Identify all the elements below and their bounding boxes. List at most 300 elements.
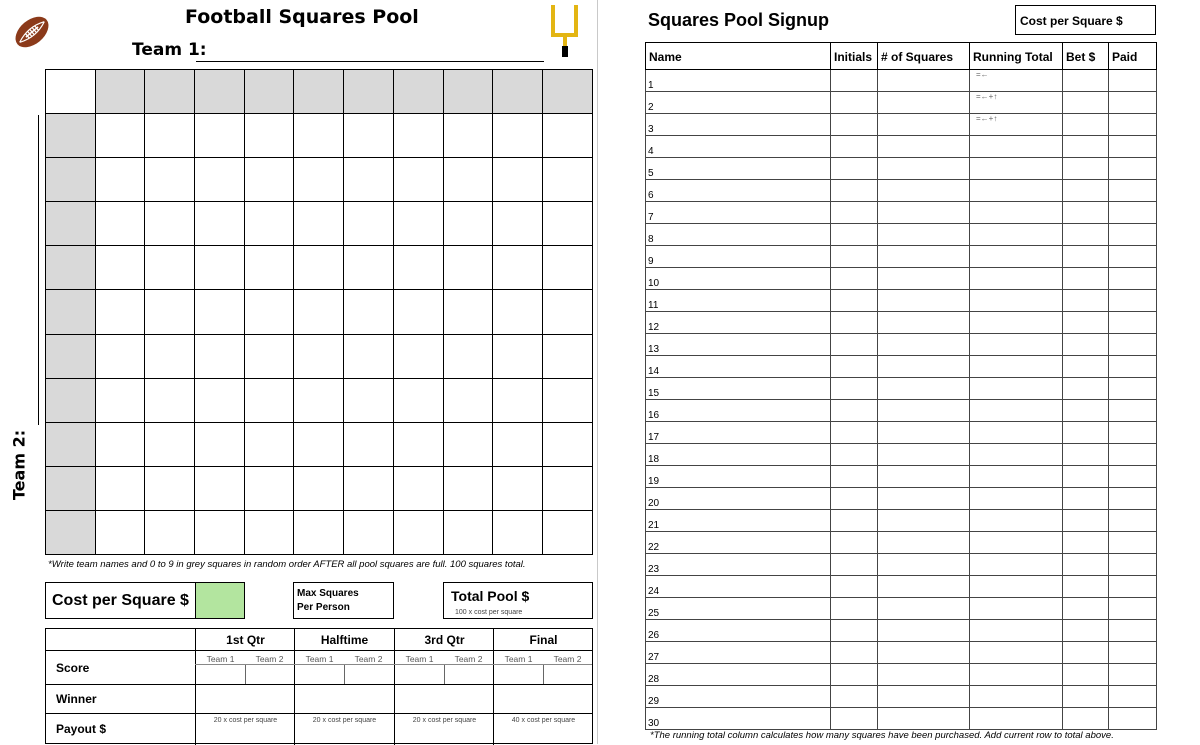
pool-square[interactable] bbox=[245, 511, 295, 555]
pool-square[interactable] bbox=[294, 290, 344, 334]
input-cell[interactable] bbox=[878, 466, 970, 488]
pool-square[interactable] bbox=[444, 158, 494, 202]
pool-square[interactable] bbox=[294, 158, 344, 202]
team2-digit-cell[interactable] bbox=[46, 246, 96, 290]
team2-digit-cell[interactable] bbox=[46, 335, 96, 379]
pool-square[interactable] bbox=[96, 335, 146, 379]
cost-per-square-input[interactable] bbox=[195, 582, 245, 619]
pool-square[interactable] bbox=[245, 246, 295, 290]
input-cell[interactable] bbox=[878, 312, 970, 334]
pool-square[interactable] bbox=[344, 246, 394, 290]
input-cell[interactable] bbox=[1109, 642, 1157, 664]
name-cell[interactable]: 1 bbox=[646, 70, 831, 92]
input-cell[interactable] bbox=[1063, 664, 1109, 686]
pool-square[interactable] bbox=[294, 202, 344, 246]
pool-square[interactable] bbox=[195, 467, 245, 511]
pool-square[interactable] bbox=[394, 423, 444, 467]
pool-square[interactable] bbox=[245, 158, 295, 202]
signup-cost-per-square-box[interactable] bbox=[1015, 5, 1156, 35]
input-cell[interactable] bbox=[1063, 224, 1109, 246]
input-cell[interactable] bbox=[878, 70, 970, 92]
payout-table bbox=[45, 628, 593, 744]
team2-digit-cell[interactable] bbox=[46, 423, 96, 467]
input-cell[interactable] bbox=[878, 378, 970, 400]
name-cell[interactable]: 11 bbox=[646, 290, 831, 312]
payout-note: 20 x cost per square bbox=[213, 717, 278, 724]
input-cell[interactable] bbox=[831, 290, 878, 312]
input-cell[interactable] bbox=[1063, 576, 1109, 598]
input-cell[interactable] bbox=[1063, 686, 1109, 708]
pool-square[interactable] bbox=[493, 114, 543, 158]
pool-square[interactable] bbox=[195, 246, 245, 290]
input-cell[interactable] bbox=[878, 510, 970, 532]
input-cell[interactable] bbox=[831, 664, 878, 686]
input-cell[interactable] bbox=[1063, 532, 1109, 554]
pool-square[interactable] bbox=[96, 114, 146, 158]
team1-digit-cell[interactable] bbox=[344, 70, 394, 114]
name-cell[interactable]: 6 bbox=[646, 180, 831, 202]
pool-square[interactable] bbox=[245, 423, 295, 467]
team1-digit-cell[interactable] bbox=[145, 70, 195, 114]
input-cell[interactable] bbox=[1063, 466, 1109, 488]
pool-square[interactable] bbox=[493, 290, 543, 334]
name-cell[interactable]: 29 bbox=[646, 686, 831, 708]
input-cell[interactable] bbox=[878, 356, 970, 378]
input-cell[interactable] bbox=[1063, 70, 1109, 92]
input-cell[interactable] bbox=[831, 466, 878, 488]
input-cell[interactable] bbox=[1063, 642, 1109, 664]
pool-square[interactable] bbox=[344, 335, 394, 379]
team2-digit-cell[interactable] bbox=[46, 379, 96, 423]
input-cell[interactable] bbox=[1109, 312, 1157, 334]
input-cell[interactable] bbox=[1109, 334, 1157, 356]
pool-square[interactable] bbox=[344, 511, 394, 555]
name-cell[interactable]: 5 bbox=[646, 158, 831, 180]
team1-digit-cell[interactable] bbox=[493, 70, 543, 114]
name-cell[interactable]: 4 bbox=[646, 136, 831, 158]
pool-square[interactable] bbox=[444, 114, 494, 158]
pool-square[interactable] bbox=[245, 202, 295, 246]
team1-name-line[interactable] bbox=[196, 61, 544, 62]
pool-square[interactable] bbox=[394, 379, 444, 423]
input-cell[interactable] bbox=[878, 268, 970, 290]
pool-square[interactable] bbox=[344, 423, 394, 467]
team1-col: Team 1 bbox=[504, 654, 533, 664]
pool-square[interactable] bbox=[96, 379, 146, 423]
input-cell[interactable] bbox=[831, 312, 878, 334]
running-total-cell bbox=[970, 686, 1063, 708]
pool-square[interactable] bbox=[543, 114, 593, 158]
input-cell[interactable] bbox=[831, 554, 878, 576]
input-cell[interactable] bbox=[831, 598, 878, 620]
team2-col: Team 2 bbox=[354, 654, 383, 664]
input-cell[interactable] bbox=[831, 92, 878, 114]
running-total-cell bbox=[970, 334, 1063, 356]
pool-square[interactable] bbox=[344, 158, 394, 202]
pool-square[interactable] bbox=[145, 423, 195, 467]
input-cell[interactable] bbox=[1109, 202, 1157, 224]
team1-col: Team 1 bbox=[405, 654, 434, 664]
pool-square[interactable] bbox=[245, 335, 295, 379]
team2-digit-cell[interactable] bbox=[46, 158, 96, 202]
pool-square[interactable] bbox=[195, 202, 245, 246]
pool-square[interactable] bbox=[344, 467, 394, 511]
input-cell[interactable] bbox=[878, 620, 970, 642]
name-cell[interactable]: 19 bbox=[646, 466, 831, 488]
pool-square[interactable] bbox=[394, 246, 444, 290]
input-cell[interactable] bbox=[1063, 312, 1109, 334]
input-cell[interactable] bbox=[1063, 158, 1109, 180]
input-cell[interactable] bbox=[878, 686, 970, 708]
name-cell[interactable]: 23 bbox=[646, 554, 831, 576]
pool-square[interactable] bbox=[245, 290, 295, 334]
name-cell[interactable]: 13 bbox=[646, 334, 831, 356]
input-cell[interactable] bbox=[831, 356, 878, 378]
input-cell[interactable] bbox=[878, 532, 970, 554]
pool-square[interactable] bbox=[493, 335, 543, 379]
name-cell[interactable]: 28 bbox=[646, 664, 831, 686]
name-cell[interactable]: 12 bbox=[646, 312, 831, 334]
pool-square[interactable] bbox=[344, 290, 394, 334]
table-row bbox=[646, 202, 1157, 224]
pool-square[interactable] bbox=[96, 246, 146, 290]
input-cell[interactable] bbox=[1109, 620, 1157, 642]
pool-square[interactable] bbox=[96, 511, 146, 555]
team1-digit-cell[interactable] bbox=[444, 70, 494, 114]
pool-square[interactable] bbox=[145, 467, 195, 511]
pool-square[interactable] bbox=[96, 467, 146, 511]
pool-square[interactable] bbox=[444, 423, 494, 467]
pool-square[interactable] bbox=[444, 290, 494, 334]
input-cell[interactable] bbox=[1063, 598, 1109, 620]
pool-square[interactable] bbox=[294, 335, 344, 379]
input-cell[interactable] bbox=[1109, 290, 1157, 312]
input-cell[interactable] bbox=[1063, 510, 1109, 532]
pool-square[interactable] bbox=[145, 335, 195, 379]
input-cell[interactable] bbox=[831, 378, 878, 400]
pool-square[interactable] bbox=[96, 290, 146, 334]
name-cell[interactable]: 3 bbox=[646, 114, 831, 136]
input-cell[interactable] bbox=[831, 202, 878, 224]
input-cell[interactable] bbox=[831, 400, 878, 422]
input-cell[interactable] bbox=[1109, 598, 1157, 620]
input-cell[interactable] bbox=[831, 114, 878, 136]
input-cell[interactable] bbox=[1063, 334, 1109, 356]
team2-digit-cell[interactable] bbox=[46, 467, 96, 511]
input-cell[interactable] bbox=[831, 642, 878, 664]
input-cell[interactable] bbox=[878, 576, 970, 598]
input-cell[interactable] bbox=[831, 224, 878, 246]
team1-digit-cell[interactable] bbox=[394, 70, 444, 114]
pool-square[interactable] bbox=[543, 467, 593, 511]
pool-square[interactable] bbox=[195, 114, 245, 158]
input-cell[interactable] bbox=[878, 708, 970, 730]
input-cell[interactable] bbox=[1109, 114, 1157, 136]
input-cell[interactable] bbox=[831, 268, 878, 290]
pool-square[interactable] bbox=[245, 114, 295, 158]
input-cell[interactable] bbox=[831, 532, 878, 554]
input-cell[interactable] bbox=[878, 488, 970, 510]
input-cell[interactable] bbox=[1063, 444, 1109, 466]
pool-square[interactable] bbox=[195, 379, 245, 423]
input-cell[interactable] bbox=[1109, 686, 1157, 708]
name-cell[interactable]: 18 bbox=[646, 444, 831, 466]
pool-square[interactable] bbox=[195, 158, 245, 202]
pool-square[interactable] bbox=[195, 335, 245, 379]
pool-square[interactable] bbox=[543, 158, 593, 202]
input-cell[interactable] bbox=[878, 136, 970, 158]
pool-square[interactable] bbox=[96, 423, 146, 467]
input-cell[interactable] bbox=[1063, 422, 1109, 444]
pool-square[interactable] bbox=[543, 379, 593, 423]
input-cell[interactable] bbox=[831, 488, 878, 510]
team1-digit-cell[interactable] bbox=[245, 70, 295, 114]
pool-square[interactable] bbox=[394, 290, 444, 334]
input-cell[interactable] bbox=[831, 576, 878, 598]
input-cell[interactable] bbox=[1063, 620, 1109, 642]
input-cell[interactable] bbox=[831, 334, 878, 356]
running-total-cell bbox=[970, 444, 1063, 466]
pool-square[interactable] bbox=[145, 202, 195, 246]
pool-square[interactable] bbox=[394, 158, 444, 202]
pool-square[interactable] bbox=[344, 114, 394, 158]
pool-square[interactable] bbox=[394, 335, 444, 379]
pool-square[interactable] bbox=[294, 114, 344, 158]
team2-name-line[interactable] bbox=[38, 115, 39, 425]
input-cell[interactable] bbox=[1109, 136, 1157, 158]
input-cell[interactable] bbox=[1109, 708, 1157, 730]
input-cell[interactable] bbox=[878, 246, 970, 268]
name-cell[interactable]: 22 bbox=[646, 532, 831, 554]
input-cell[interactable] bbox=[878, 598, 970, 620]
team1-digit-cell[interactable] bbox=[294, 70, 344, 114]
name-cell[interactable]: 17 bbox=[646, 422, 831, 444]
input-cell[interactable] bbox=[878, 334, 970, 356]
pool-square[interactable] bbox=[444, 246, 494, 290]
input-cell[interactable] bbox=[1063, 378, 1109, 400]
input-cell[interactable] bbox=[878, 202, 970, 224]
input-cell[interactable] bbox=[878, 422, 970, 444]
input-cell[interactable] bbox=[1109, 158, 1157, 180]
team2-digit-cell[interactable] bbox=[46, 290, 96, 334]
input-cell[interactable] bbox=[1109, 246, 1157, 268]
team1-digit-cell[interactable] bbox=[543, 70, 593, 114]
input-cell[interactable] bbox=[878, 158, 970, 180]
input-cell[interactable] bbox=[1063, 136, 1109, 158]
pool-square[interactable] bbox=[394, 467, 444, 511]
pool-square[interactable] bbox=[394, 511, 444, 555]
header-1st-qtr: 1st Qtr bbox=[226, 633, 265, 647]
pool-square[interactable] bbox=[145, 246, 195, 290]
input-cell[interactable] bbox=[878, 400, 970, 422]
team1-digit-cell[interactable] bbox=[195, 70, 245, 114]
input-cell[interactable] bbox=[878, 92, 970, 114]
pool-square[interactable] bbox=[394, 202, 444, 246]
name-cell[interactable]: 27 bbox=[646, 642, 831, 664]
running-total-cell bbox=[970, 268, 1063, 290]
table-row bbox=[646, 158, 1157, 180]
input-cell[interactable] bbox=[831, 686, 878, 708]
input-cell[interactable] bbox=[1109, 180, 1157, 202]
header-3rd-qtr: 3rd Qtr bbox=[424, 633, 465, 647]
input-cell[interactable] bbox=[1109, 70, 1157, 92]
input-cell[interactable] bbox=[878, 554, 970, 576]
pool-square[interactable] bbox=[543, 202, 593, 246]
pool-square[interactable] bbox=[294, 246, 344, 290]
input-cell[interactable] bbox=[1063, 554, 1109, 576]
row-payout: Payout $ bbox=[56, 722, 107, 736]
input-cell[interactable] bbox=[1109, 224, 1157, 246]
pool-square[interactable] bbox=[493, 379, 543, 423]
pool-square[interactable] bbox=[145, 290, 195, 334]
pool-square[interactable] bbox=[493, 158, 543, 202]
football-icon bbox=[12, 12, 52, 52]
pool-square[interactable] bbox=[195, 290, 245, 334]
input-cell[interactable] bbox=[1109, 356, 1157, 378]
name-cell[interactable]: 20 bbox=[646, 488, 831, 510]
name-cell[interactable]: 25 bbox=[646, 598, 831, 620]
table-row bbox=[646, 598, 1157, 620]
input-cell[interactable] bbox=[1109, 532, 1157, 554]
pool-square[interactable] bbox=[294, 511, 344, 555]
running-total-cell: =←+↑ bbox=[970, 92, 1063, 114]
pool-square[interactable] bbox=[493, 246, 543, 290]
input-cell[interactable] bbox=[1063, 180, 1109, 202]
input-cell[interactable] bbox=[1109, 510, 1157, 532]
name-cell[interactable]: 15 bbox=[646, 378, 831, 400]
team1-digit-cell[interactable] bbox=[96, 70, 146, 114]
input-cell[interactable] bbox=[878, 444, 970, 466]
input-cell[interactable] bbox=[1109, 576, 1157, 598]
team2-digit-cell[interactable] bbox=[46, 114, 96, 158]
input-cell[interactable] bbox=[1063, 400, 1109, 422]
pool-square[interactable] bbox=[394, 114, 444, 158]
pool-square[interactable] bbox=[294, 379, 344, 423]
input-cell[interactable] bbox=[1063, 268, 1109, 290]
header-halftime: Halftime bbox=[320, 633, 369, 647]
input-cell[interactable] bbox=[878, 224, 970, 246]
input-cell[interactable] bbox=[1109, 378, 1157, 400]
name-cell[interactable]: 30 bbox=[646, 708, 831, 730]
input-cell[interactable] bbox=[1109, 422, 1157, 444]
input-cell[interactable] bbox=[1063, 246, 1109, 268]
cost-per-square-label: Cost per Square $ bbox=[52, 592, 189, 609]
input-cell[interactable] bbox=[1063, 114, 1109, 136]
name-cell[interactable]: 14 bbox=[646, 356, 831, 378]
input-cell[interactable] bbox=[1109, 444, 1157, 466]
input-cell[interactable] bbox=[831, 70, 878, 92]
input-cell[interactable] bbox=[1063, 708, 1109, 730]
input-cell[interactable] bbox=[1109, 400, 1157, 422]
input-cell[interactable] bbox=[1109, 554, 1157, 576]
pool-square[interactable] bbox=[145, 158, 195, 202]
pool-square[interactable] bbox=[493, 467, 543, 511]
input-cell[interactable] bbox=[831, 158, 878, 180]
pool-square[interactable] bbox=[543, 423, 593, 467]
input-cell[interactable] bbox=[878, 114, 970, 136]
pool-square[interactable] bbox=[344, 202, 394, 246]
pool-square[interactable] bbox=[444, 335, 494, 379]
input-cell[interactable] bbox=[1109, 664, 1157, 686]
input-cell[interactable] bbox=[878, 180, 970, 202]
max-squares-label: Max Squares Per Person bbox=[297, 588, 359, 613]
input-cell[interactable] bbox=[831, 620, 878, 642]
pool-square[interactable] bbox=[195, 423, 245, 467]
input-cell[interactable] bbox=[831, 444, 878, 466]
input-cell[interactable] bbox=[1063, 92, 1109, 114]
team2-digit-cell[interactable] bbox=[46, 511, 96, 555]
input-cell[interactable] bbox=[1109, 92, 1157, 114]
pool-square[interactable] bbox=[245, 379, 295, 423]
pool-square[interactable] bbox=[444, 202, 494, 246]
pool-square[interactable] bbox=[195, 511, 245, 555]
input-cell[interactable] bbox=[831, 510, 878, 532]
input-cell[interactable] bbox=[1063, 488, 1109, 510]
pool-square[interactable] bbox=[96, 158, 146, 202]
pool-square[interactable] bbox=[145, 511, 195, 555]
input-cell[interactable] bbox=[831, 180, 878, 202]
pool-square[interactable] bbox=[493, 423, 543, 467]
name-cell[interactable]: 9 bbox=[646, 246, 831, 268]
input-cell[interactable] bbox=[1109, 268, 1157, 290]
pool-square[interactable] bbox=[294, 423, 344, 467]
pool-square[interactable] bbox=[493, 202, 543, 246]
input-cell[interactable] bbox=[1063, 290, 1109, 312]
input-cell[interactable] bbox=[831, 708, 878, 730]
input-cell[interactable] bbox=[878, 664, 970, 686]
running-total-cell bbox=[970, 312, 1063, 334]
name-cell[interactable]: 2 bbox=[646, 92, 831, 114]
name-cell[interactable]: 26 bbox=[646, 620, 831, 642]
input-cell[interactable] bbox=[831, 422, 878, 444]
name-cell[interactable]: 10 bbox=[646, 268, 831, 290]
pool-square[interactable] bbox=[96, 202, 146, 246]
input-cell[interactable] bbox=[1063, 356, 1109, 378]
input-cell[interactable] bbox=[878, 290, 970, 312]
pool-square[interactable] bbox=[444, 511, 494, 555]
input-cell[interactable] bbox=[1063, 202, 1109, 224]
pool-square[interactable] bbox=[294, 467, 344, 511]
pool-square[interactable] bbox=[344, 379, 394, 423]
pool-square[interactable] bbox=[543, 290, 593, 334]
pool-square[interactable] bbox=[145, 379, 195, 423]
input-cell[interactable] bbox=[1109, 488, 1157, 510]
table-row bbox=[646, 400, 1157, 422]
name-cell[interactable]: 21 bbox=[646, 510, 831, 532]
pool-square[interactable] bbox=[543, 511, 593, 555]
name-cell[interactable]: 24 bbox=[646, 576, 831, 598]
name-cell[interactable]: 16 bbox=[646, 400, 831, 422]
pool-square[interactable] bbox=[543, 246, 593, 290]
pool-square[interactable] bbox=[493, 511, 543, 555]
team2-digit-cell[interactable] bbox=[46, 202, 96, 246]
name-cell[interactable]: 7 bbox=[646, 202, 831, 224]
name-cell[interactable]: 8 bbox=[646, 224, 831, 246]
input-cell[interactable] bbox=[831, 246, 878, 268]
pool-square[interactable] bbox=[444, 379, 494, 423]
input-cell[interactable] bbox=[831, 136, 878, 158]
pool-square[interactable] bbox=[145, 114, 195, 158]
running-total-cell bbox=[970, 378, 1063, 400]
pool-square[interactable] bbox=[245, 467, 295, 511]
table-row bbox=[646, 488, 1157, 510]
table-row bbox=[646, 444, 1157, 466]
input-cell[interactable] bbox=[878, 642, 970, 664]
pool-square[interactable] bbox=[543, 335, 593, 379]
table-row bbox=[646, 466, 1157, 488]
input-cell[interactable] bbox=[1109, 466, 1157, 488]
pool-square[interactable] bbox=[444, 467, 494, 511]
